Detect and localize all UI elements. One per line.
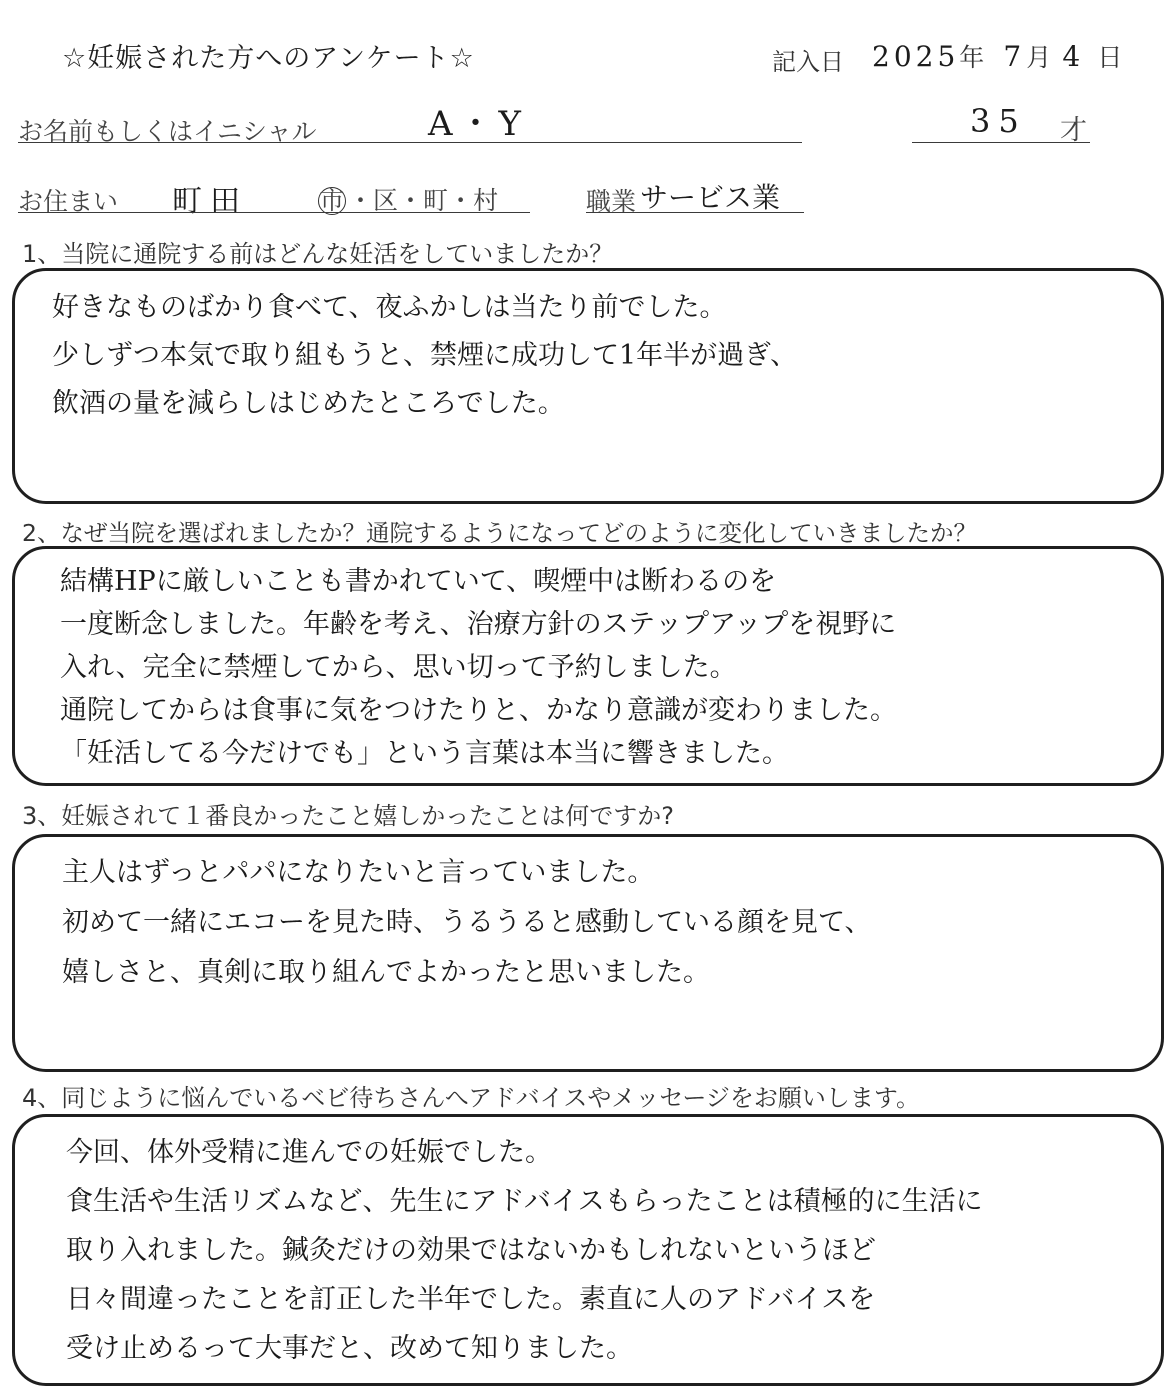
age-value: 35 [970,102,1027,140]
answer-4 [66,1128,983,1373]
address-label: お住まい [18,187,119,216]
answer-line: 飲酒の量を減らしはじめたところでした。 [52,388,565,419]
date-year: 2025 [872,40,960,73]
address-value: 町田 [172,184,248,219]
answer-line: 今回、体外受精に進んでの妊娠でした。 [66,1137,552,1168]
address-underline [18,212,530,213]
answer-line: 日々間違ったことを訂正した半年でした。素直に人のアドバイスを [66,1284,876,1315]
name-label: お名前もしくはイニシャル [18,117,317,146]
answer-line: 初めて一緒にエコーを見た時、うるうると感動している顔を見て、 [62,907,872,938]
survey-title: ☆妊娠された方へのアンケート☆ [62,43,475,74]
answer-line: 嬉しさと、真剣に取り組んでよかったと思いました。 [62,957,710,988]
date-year-unit: 年 [959,43,985,72]
name-underline [18,142,802,143]
municipality-mura: 村 [473,186,499,215]
municipality-ku: 区 [373,186,399,215]
answer-1 [52,284,797,428]
answer-line: 受け止めるって大事だと、改めて知りました。 [66,1333,633,1364]
age-underline [912,142,1090,143]
date-month-unit: 月 [1026,43,1052,72]
age-unit: 才 [1060,115,1087,146]
answer-line: 主人はずっとパパになりたいと言っていました。 [62,857,655,888]
date-label: 記入日 [772,48,844,76]
date-day: 4 [1062,40,1081,73]
municipality-machi: 町 [423,186,449,215]
separator: ・ [398,186,424,215]
name-value: A・Y [428,104,527,144]
answer-line: 通院してからは食事に気をつけたりと、かなり意識が変わりました。 [60,695,897,726]
date-field [872,38,1122,74]
question-3-label: 3、妊娠されて１番良かったこと嬉しかったことは何ですか? [22,802,675,830]
job-label: 職業 [586,187,637,216]
question-2-label: 2、なぜ当院を選ばれましたか？通院するようになってどのように変化していきましたか？ [22,519,977,547]
question-4-label: 4、同じように悩んでいるベビ待ちさんへアドバイスやメッセージをお願いします。 [22,1084,920,1112]
municipality-selected: 市 [319,186,345,215]
job-value: サービス業 [640,181,781,214]
answer-3 [62,848,871,998]
answer-line: 「妊活してる今だけでも」という言葉は本当に響きました。 [60,738,789,769]
question-1-label: 1、当院に通院する前はどんな妊活をしていましたか？ [22,240,614,268]
answer-line: 取り入れました。鍼灸だけの効果ではないかもしれないというほど [66,1235,876,1266]
answer-line: 少しずつ本気で取り組もうと、禁煙に成功して1年半が過ぎ、 [52,340,798,371]
date-month: 7 [1003,40,1022,73]
answer-line: 一度断念しました。年齢を考え、治療方針のステップアップを視野に [60,609,897,640]
job-underline [586,212,804,213]
answer-2 [60,560,897,775]
answer-line: 結構HPに厳しいことも書かれていて、喫煙中は断わるのを [60,566,777,597]
answer-line: 食生活や生活リズムなど、先生にアドバイスもらったことは積極的に生活に [66,1186,983,1217]
separator: ・ [448,186,474,215]
answer-line: 好きなものばかり食べて、夜ふかしは当たり前でした。 [52,292,727,323]
answer-line: 入れ、完全に禁煙してから、思い切って予約しました。 [60,652,737,683]
date-day-unit: 日 [1097,43,1123,72]
separator: ・ [348,186,374,215]
